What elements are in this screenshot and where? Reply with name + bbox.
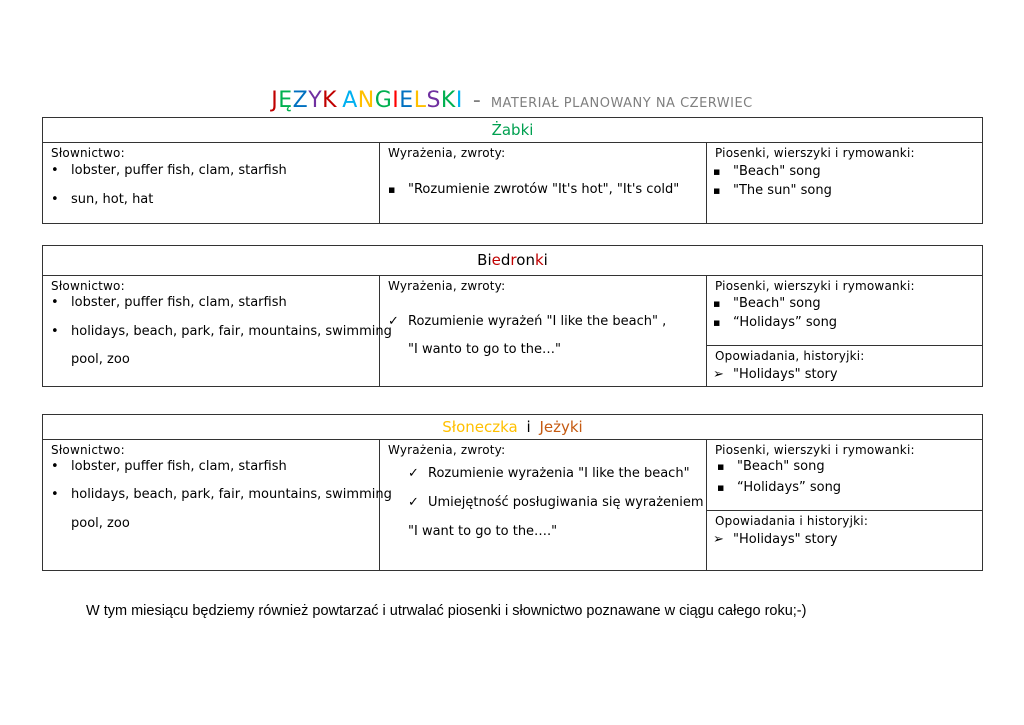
arrow-bullet-icon: ➢: [713, 532, 724, 547]
biedronki-songs-cell: [707, 276, 982, 386]
sloneczka-phrase-item: ✓ Umiejętność posługiwania się wyrażeniem: [408, 495, 704, 510]
biedronki-name-letter: o: [516, 251, 526, 269]
group-sloneczka-table: [42, 414, 983, 571]
sloneczka-phrases-label: Wyrażenia, zwroty:: [388, 443, 506, 457]
bullet-square-icon: ▪: [717, 481, 725, 494]
page-subtitle: MATERIAŁ PLANOWANY NA CZERWIEC: [490, 96, 753, 111]
group-jezyki-name: Jeżyki: [539, 418, 583, 436]
bullet-dot-icon: •: [51, 295, 59, 310]
sloneczka-vocab-item-cont: pool, zoo: [71, 516, 130, 531]
zabki-vocab-cell: [43, 143, 380, 223]
group-sloneczka-heading: [43, 415, 982, 440]
zabki-phrases-label: Wyrażenia, zwroty:: [388, 146, 506, 160]
title-word-angielski: [342, 88, 463, 113]
biedronki-name-letter: Bi: [477, 251, 492, 269]
cell-divider: [707, 510, 982, 511]
bullet-dot-icon: •: [51, 459, 59, 474]
biedronki-story-item: ➢ "Holidays" story: [713, 367, 838, 382]
zabki-phrases-cell: [380, 143, 707, 223]
group-biedronki-name: [477, 251, 548, 269]
bullet-dot-icon: •: [51, 324, 59, 339]
bullet-dot-icon: •: [51, 163, 59, 178]
title-letter: Ę: [278, 88, 293, 113]
sloneczka-song-item: ▪ "Beach" song: [717, 459, 825, 474]
title-letter: Z: [292, 88, 309, 113]
title-letter: J: [271, 88, 279, 113]
zabki-vocab-item: • lobster, puffer fish, clam, starfish: [51, 163, 287, 178]
sloneczka-story-item: ➢ "Holidays" story: [713, 532, 838, 547]
biedronki-name-letter: k: [534, 251, 544, 269]
zabki-vocab-item: • sun, hot, hat: [51, 192, 154, 207]
group-heading-conjunction: i: [526, 418, 531, 436]
zabki-vocab-label: Słownictwo:: [51, 146, 125, 160]
biedronki-vocab-cell: [43, 276, 392, 386]
check-icon: ✓: [408, 495, 419, 510]
biedronki-vocab-label: Słownictwo:: [51, 279, 125, 293]
check-icon: ✓: [408, 466, 419, 481]
zabki-song-item: ▪ "Beach" song: [713, 164, 821, 179]
zabki-phrase-item: ▪ "Rozumienie zwrotów "It's hot", "It's cold": [388, 182, 680, 197]
biedronki-stories-label: Opowiadania, historyjki:: [715, 349, 865, 363]
title-dash: -: [472, 88, 481, 113]
group-biedronki-heading: [43, 246, 982, 276]
biedronki-name-letter: i: [543, 251, 548, 269]
biedronki-phrases-cell: [380, 276, 707, 386]
bullet-square-icon: ▪: [388, 183, 396, 196]
zabki-song-item: ▪ "The sun" song: [713, 183, 832, 198]
sloneczka-vocab-label: Słownictwo:: [51, 443, 125, 457]
biedronki-phrases-label: Wyrażenia, zwroty:: [388, 279, 506, 293]
sloneczka-vocab-item: • holidays, beach, park, fair, mountains, swimming: [51, 487, 392, 502]
title-letter: S: [426, 88, 441, 113]
group-zabki-heading: [43, 118, 982, 143]
title-letter: I: [455, 88, 463, 113]
title-letter: K: [322, 88, 338, 113]
biedronki-song-item: ▪ “Holidays” song: [713, 315, 838, 330]
group-biedronki-table: [42, 245, 983, 387]
title-letter: N: [357, 88, 375, 113]
title-letter: G: [374, 88, 393, 113]
title-word-jezyk: [271, 88, 337, 113]
check-icon: ✓: [388, 314, 399, 329]
zabki-songs-cell: [707, 143, 982, 223]
biedronki-vocab-item-cont: pool, zoo: [71, 352, 130, 367]
title-letter: L: [413, 88, 427, 113]
page-title: [0, 88, 1024, 113]
group-zabki-name: Żabki: [491, 121, 534, 139]
biedronki-name-letter: n: [525, 251, 535, 269]
bullet-square-icon: ▪: [717, 460, 725, 473]
bullet-square-icon: ▪: [713, 184, 721, 197]
bullet-square-icon: ▪: [713, 165, 721, 178]
cell-divider: [707, 345, 982, 346]
biedronki-phrase-item: ✓ Rozumienie wyrażeń "I like the beach" ,: [388, 314, 667, 329]
biedronki-name-letter: e: [491, 251, 501, 269]
title-letter: A: [342, 88, 358, 113]
biedronki-vocab-item: • holidays, beach, park, fair, mountains, swimming: [51, 324, 392, 339]
group-zabki-table: [42, 117, 983, 224]
sloneczka-stories-label: Opowiadania i historyjki:: [715, 514, 869, 528]
footer-note: W tym miesiącu będziemy również powtarzać i utrwalać piosenki i słownictwo poznawane w ciągu całego roku;-): [86, 603, 807, 619]
bullet-dot-icon: •: [51, 192, 59, 207]
sloneczka-phrase-item-cont: "I want to go to the….": [408, 524, 558, 539]
arrow-bullet-icon: ➢: [713, 367, 724, 382]
title-letter: I: [392, 88, 400, 113]
bullet-square-icon: ▪: [713, 316, 721, 329]
sloneczka-phrase-item: ✓ Rozumienie wyrażenia "I like the beach": [408, 466, 690, 481]
sloneczka-vocab-cell: [43, 440, 392, 570]
sloneczka-song-item: ▪ “Holidays” song: [717, 480, 842, 495]
biedronki-song-item: ▪ "Beach" song: [713, 296, 821, 311]
bullet-square-icon: ▪: [713, 297, 721, 310]
biedronki-songs-label: Piosenki, wierszyki i rymowanki:: [715, 279, 915, 293]
biedronki-name-letter: d: [500, 251, 511, 269]
sloneczka-songs-label: Piosenki, wierszyki i rymowanki:: [715, 443, 915, 457]
title-letter: Y: [308, 88, 323, 113]
group-sloneczka-name: Słoneczka: [442, 418, 518, 436]
sloneczka-phrases-cell: [380, 440, 707, 570]
sloneczka-vocab-item: • lobster, puffer fish, clam, starfish: [51, 459, 287, 474]
biedronki-vocab-item: • lobster, puffer fish, clam, starfish: [51, 295, 287, 310]
title-letter: E: [399, 88, 414, 113]
zabki-songs-label: Piosenki, wierszyki i rymowanki:: [715, 146, 915, 160]
title-letter: K: [440, 88, 456, 113]
bullet-dot-icon: •: [51, 487, 59, 502]
biedronki-phrase-item-cont: "I wanto to go to the…": [408, 342, 561, 357]
biedronki-name-letter: r: [510, 251, 517, 269]
sloneczka-songs-cell: [707, 440, 982, 570]
